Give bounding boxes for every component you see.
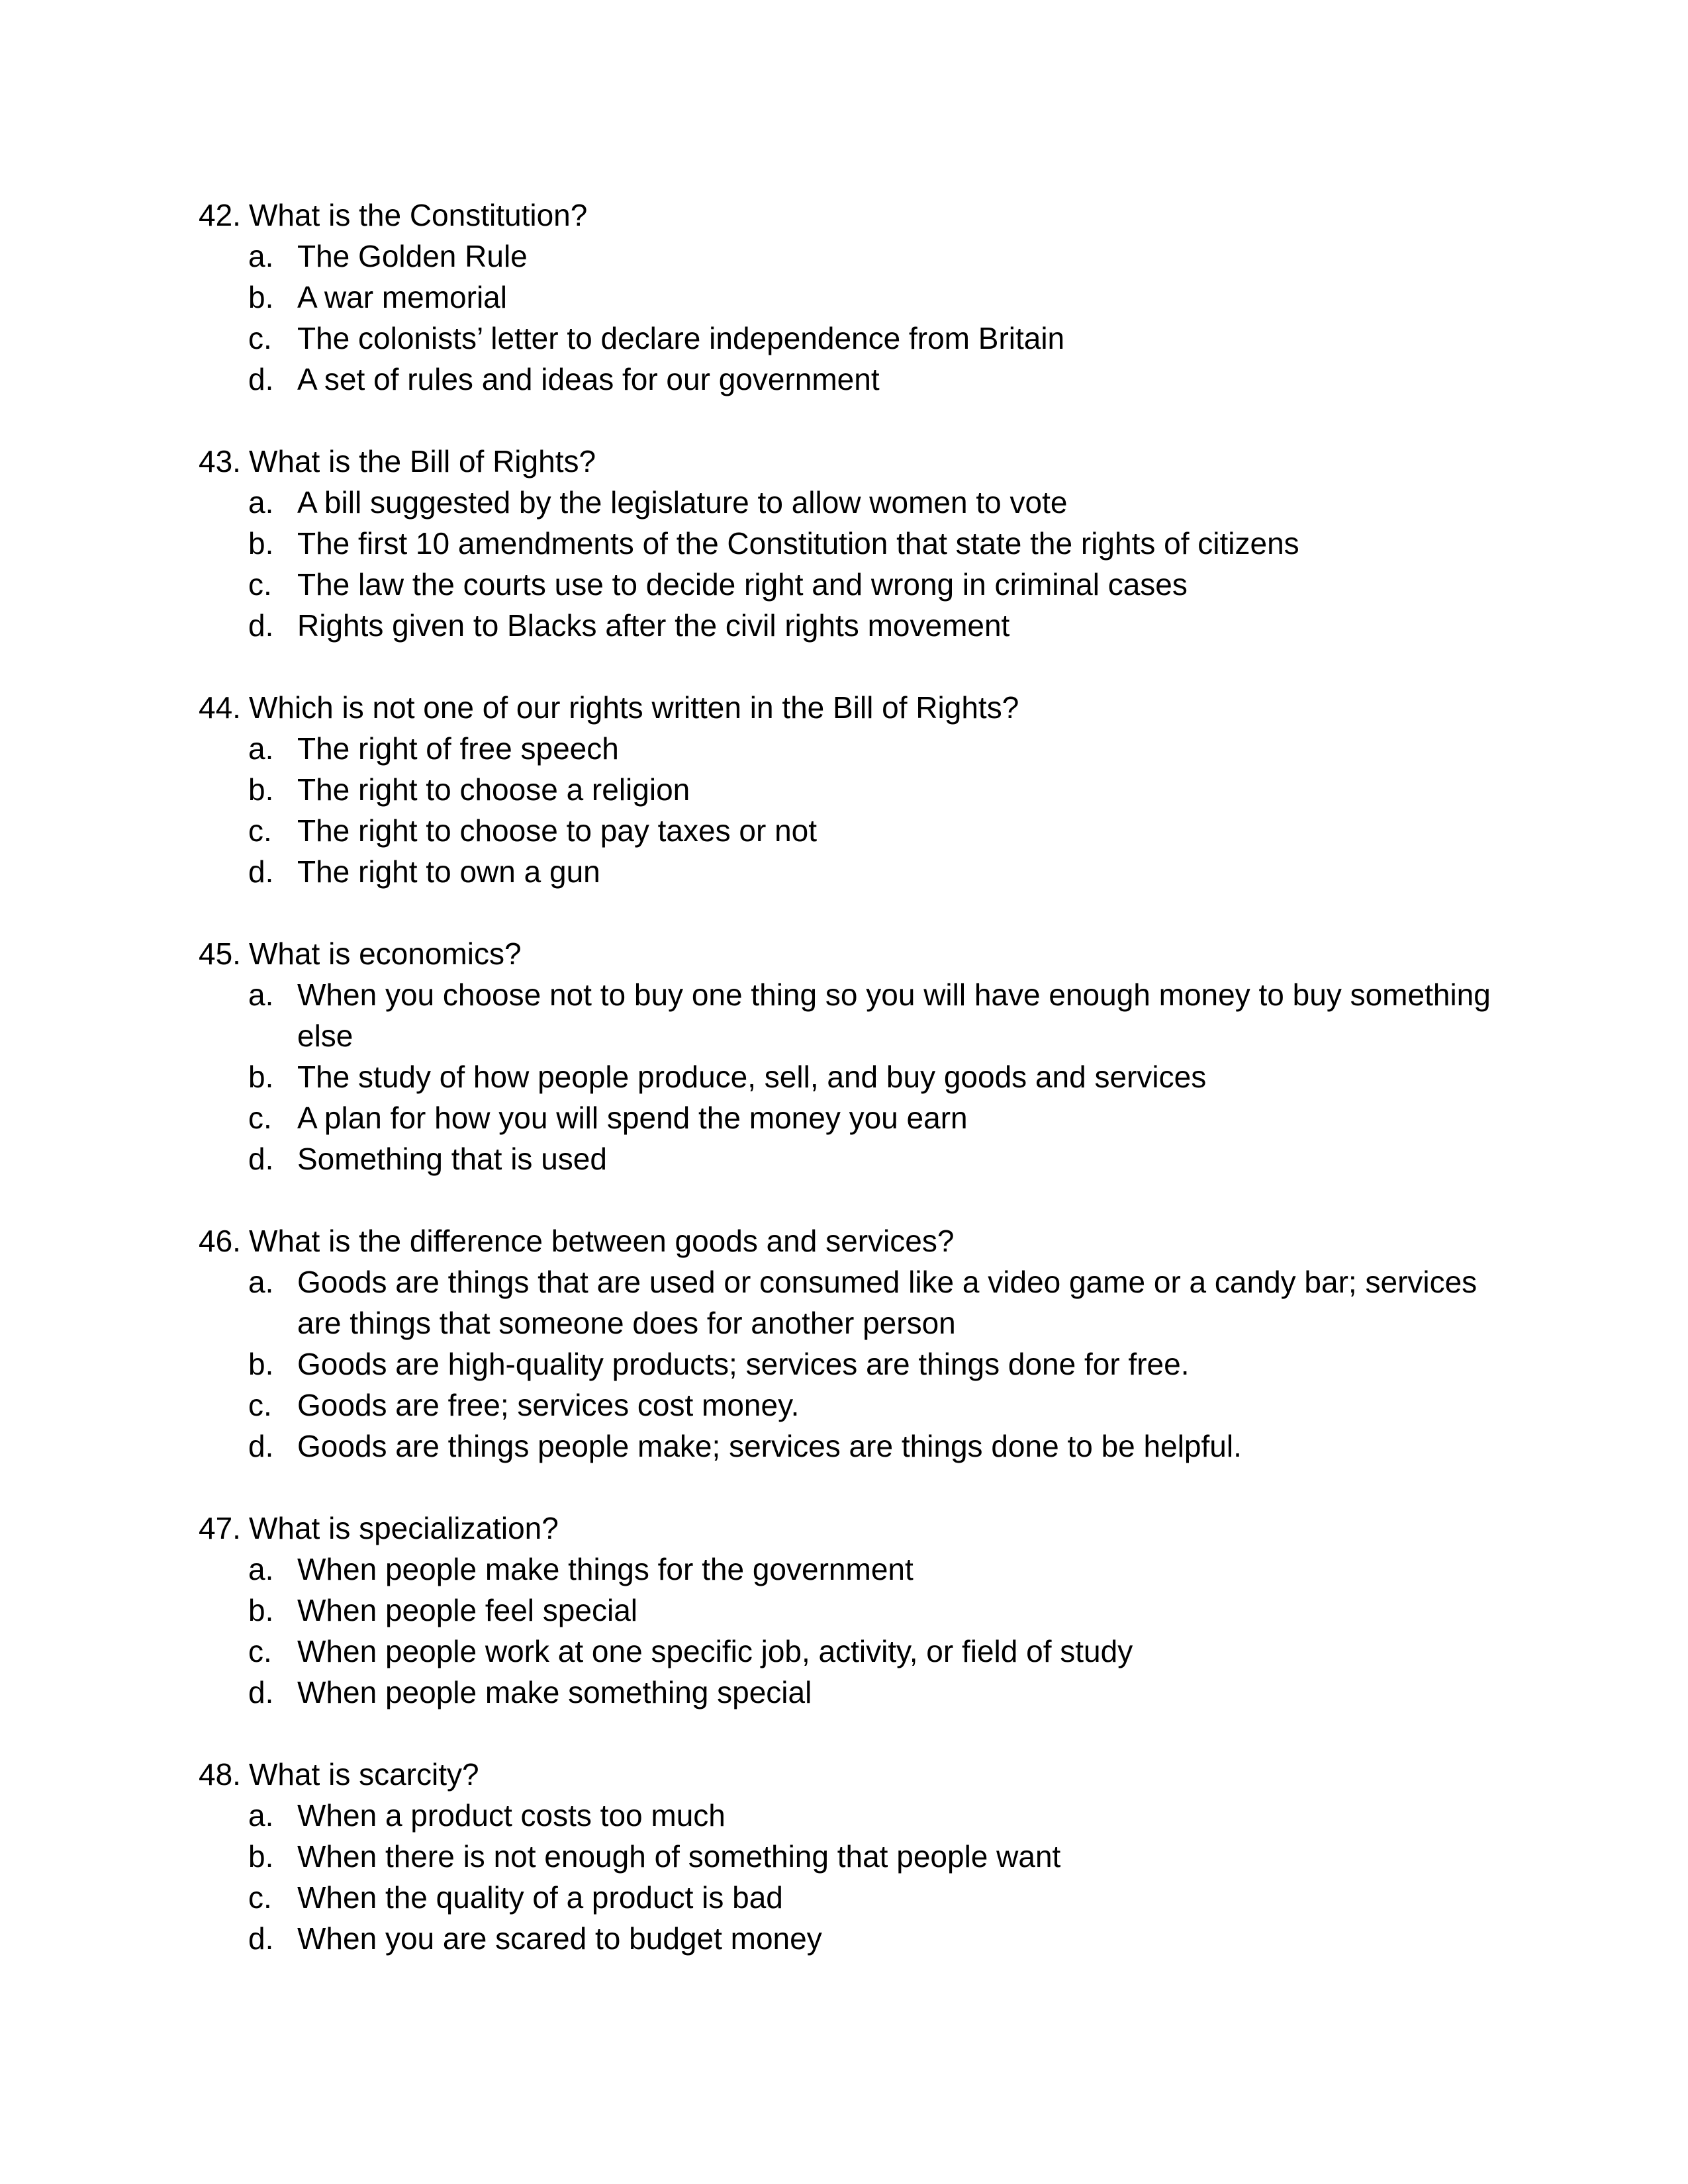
option-letter: b. <box>248 1593 274 1627</box>
question-line <box>199 687 1516 728</box>
option-text: When the quality of a product is bad <box>297 1880 783 1915</box>
option-text: When people make something special <box>297 1675 812 1709</box>
question-list <box>199 195 1516 2000</box>
option-letter: c. <box>248 321 272 355</box>
option-text: Goods are free; services cost money. <box>297 1388 800 1422</box>
answer-option <box>199 1631 1515 1672</box>
question-47 <box>199 1508 1516 1713</box>
question-line <box>199 195 1516 236</box>
answer-option <box>199 1672 1515 1713</box>
option-letter: b. <box>248 1347 274 1381</box>
option-text: Rights given to Blacks after the civil rights movement <box>297 608 1010 643</box>
option-letter: a. <box>248 485 274 520</box>
answer-option <box>199 1918 1515 1959</box>
option-letter: b. <box>248 526 274 561</box>
option-text: The study of how people produce, sell, and buy goods and services <box>297 1060 1207 1094</box>
option-letter: c. <box>248 1880 272 1915</box>
answer-options <box>199 1549 1516 1713</box>
question-text: What is the Constitution? <box>248 198 588 232</box>
answer-option <box>199 810 1515 851</box>
option-letter: d. <box>248 854 274 889</box>
answer-option <box>199 318 1515 359</box>
option-text: A plan for how you will spend the money you earn <box>297 1101 968 1135</box>
option-letter: d. <box>248 1429 274 1463</box>
question-number: 43. <box>199 444 241 478</box>
question-number: 44. <box>199 690 241 725</box>
answer-options <box>199 974 1516 1179</box>
option-text: When people work at one specific job, activity, or field of study <box>297 1634 1133 1668</box>
option-text: When you choose not to buy one thing so you will have enough money to buy something else <box>297 978 1491 1053</box>
option-text: When people feel special <box>297 1593 637 1627</box>
question-46 <box>199 1220 1516 1467</box>
answer-option <box>199 1877 1515 1918</box>
question-44 <box>199 687 1516 892</box>
answer-option <box>199 851 1515 892</box>
answer-option <box>199 1097 1515 1138</box>
question-number: 46. <box>199 1224 241 1258</box>
question-line <box>199 1220 1516 1261</box>
question-line <box>199 933 1516 974</box>
answer-option <box>199 1261 1515 1343</box>
option-text: The right to choose a religion <box>297 772 690 807</box>
option-letter: b. <box>248 1839 274 1874</box>
option-text: The right of free speech <box>297 731 619 766</box>
answer-option <box>199 1343 1515 1385</box>
option-text: The colonists’ letter to declare independence from Britain <box>297 321 1065 355</box>
option-letter: a. <box>248 1265 274 1299</box>
option-text: When a product costs too much <box>297 1798 726 1833</box>
answer-option <box>199 1549 1515 1590</box>
option-letter: a. <box>248 731 274 766</box>
option-letter: d. <box>248 1142 274 1176</box>
question-line <box>199 1754 1516 1795</box>
option-letter: d. <box>248 1921 274 1956</box>
option-letter: d. <box>248 608 274 643</box>
answer-option <box>199 277 1515 318</box>
option-text: The right to own a gun <box>297 854 600 889</box>
answer-option <box>199 1426 1515 1467</box>
answer-option <box>199 523 1515 564</box>
option-letter: c. <box>248 813 272 848</box>
option-letter: c. <box>248 567 272 602</box>
question-45 <box>199 933 1516 1179</box>
option-text: The Golden Rule <box>297 239 528 273</box>
answer-options <box>199 1261 1516 1467</box>
option-text: The first 10 amendments of the Constitution that state the rights of citizens <box>297 526 1299 561</box>
option-letter: d. <box>248 1675 274 1709</box>
option-text: A bill suggested by the legislature to allow women to vote <box>297 485 1068 520</box>
option-text: Goods are things that are used or consumed like a video game or a candy bar; services are things that someone does for another person <box>297 1265 1477 1340</box>
answer-option <box>199 1138 1515 1179</box>
option-text: Goods are high-quality products; services are things done for free. <box>297 1347 1190 1381</box>
option-text: Goods are things people make; services are things done to be helpful. <box>297 1429 1242 1463</box>
question-text: What is specialization? <box>248 1511 559 1545</box>
option-text: The right to choose to pay taxes or not <box>297 813 818 848</box>
question-48 <box>199 1754 1516 1959</box>
question-number: 45. <box>199 936 241 971</box>
question-42 <box>199 195 1516 400</box>
option-letter: c. <box>248 1634 272 1668</box>
option-letter: c. <box>248 1388 272 1422</box>
question-text: What is scarcity? <box>248 1757 479 1792</box>
answer-option <box>199 1836 1515 1877</box>
question-text: What is the Bill of Rights? <box>248 444 596 478</box>
option-text: The law the courts use to decide right and wrong in criminal cases <box>297 567 1188 602</box>
answer-option <box>199 1590 1515 1631</box>
option-text: When people make things for the government <box>297 1552 914 1586</box>
answer-option <box>199 482 1515 523</box>
answer-option <box>199 728 1515 769</box>
option-letter: c. <box>248 1101 272 1135</box>
option-letter: b. <box>248 1060 274 1094</box>
answer-option <box>199 605 1515 646</box>
answer-options <box>199 1795 1516 1959</box>
answer-option <box>199 1385 1515 1426</box>
option-letter: b. <box>248 280 274 314</box>
option-text: When you are scared to budget money <box>297 1921 822 1956</box>
question-line <box>199 1508 1516 1549</box>
option-letter: d. <box>248 362 274 396</box>
option-text: Something that is used <box>297 1142 607 1176</box>
answer-option <box>199 564 1515 605</box>
option-letter: a. <box>248 978 274 1012</box>
question-text: What is the difference between goods and services? <box>248 1224 955 1258</box>
answer-option <box>199 1056 1515 1097</box>
question-number: 42. <box>199 198 241 232</box>
answer-options <box>199 482 1516 646</box>
answer-option <box>199 769 1515 810</box>
option-text: A set of rules and ideas for our government <box>297 362 880 396</box>
option-letter: a. <box>248 1552 274 1586</box>
answer-options <box>199 236 1516 400</box>
answer-option <box>199 236 1515 277</box>
answer-option <box>199 974 1515 1056</box>
option-letter: b. <box>248 772 274 807</box>
question-text: What is economics? <box>248 936 522 971</box>
question-43 <box>199 441 1516 646</box>
option-letter: a. <box>248 1798 274 1833</box>
answer-option <box>199 1795 1515 1836</box>
question-line <box>199 441 1516 482</box>
option-text: A war memorial <box>297 280 507 314</box>
question-number: 47. <box>199 1511 241 1545</box>
option-text: When there is not enough of something that people want <box>297 1839 1061 1874</box>
question-text: Which is not one of our rights written in the Bill of Rights? <box>248 690 1019 725</box>
option-letter: a. <box>248 239 274 273</box>
answer-option <box>199 359 1515 400</box>
answer-options <box>199 728 1516 892</box>
question-number: 48. <box>199 1757 241 1792</box>
